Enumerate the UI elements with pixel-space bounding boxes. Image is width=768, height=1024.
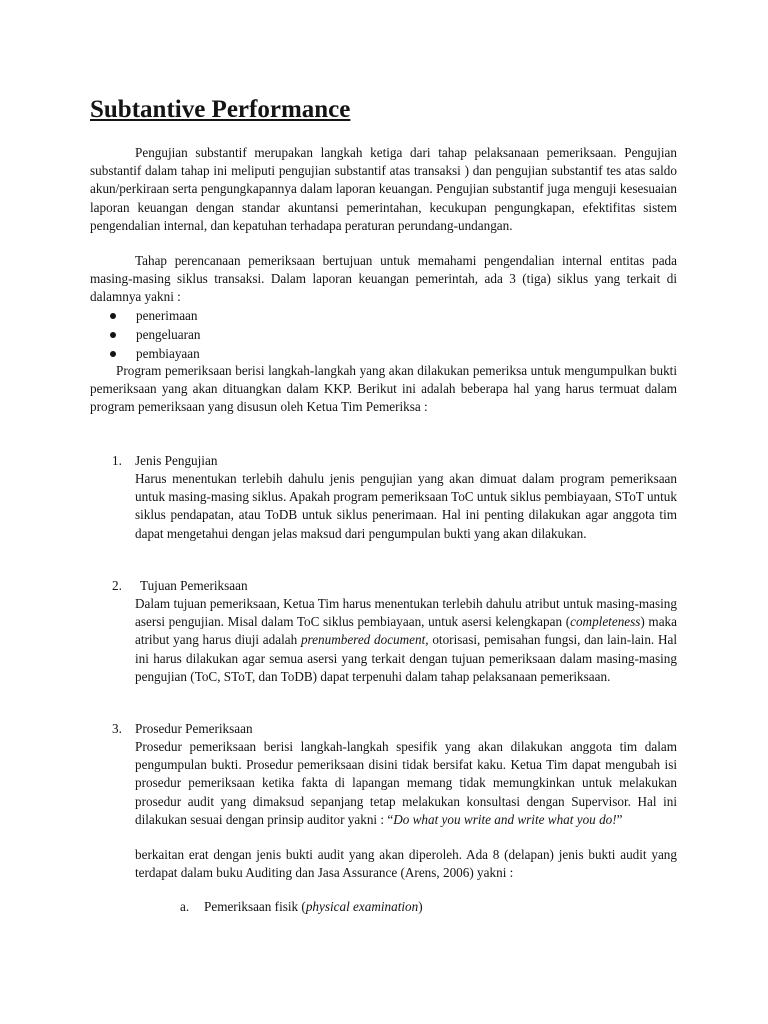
sub-list-item-a: a. Pemeriksaan fisik (physical examination) (180, 899, 423, 914)
item-body-prosedur-pemeriksaan: Prosedur pemeriksaan berisi langkah-langkah spesifik yang akan dilakukan anggota tim dalam pengumpulan bukti. Prosedur pemeriksaan disini tidak bersifat kaku. Ketua Tim dapat mengubah isi prosedur pemeriksaan ketika fakta di lapangan memang tidak memungkinkan untuk melakukan prosedur audit yang dimaksud sepanjang tetap melakukan konsultasi dengan Supervisor. Hal ini dilakukan sesuai dengan prinsip auditor yakni : “Do what you write and write what you do!” (135, 739, 677, 827)
cycle-list (110, 306, 200, 363)
list-item: pengeluaran (110, 325, 200, 344)
paragraph-program (90, 362, 677, 417)
item-heading-tujuan-pemeriksaan: Tujuan Pemeriksaan (140, 578, 248, 593)
paragraph-evidence-types: berkaitan erat dengan jenis bukti audit yang akan diperoleh. Ada 8 (delapan) jenis bukti audit yang terdapat dalam buku Auditing dan Jasa Assurance (Arens, 2006) yakni : (135, 847, 677, 881)
item-body-jenis-pengujian: Harus menentukan terlebih dahulu jenis pengujian yang akan dimuat dalam program pemeriksaan untuk masing-masing siklus. Apakah program pemeriksaan ToC untuk siklus pembiayaan, SToT untuk siklus pendapatan, atau ToDB untuk siklus penerimaan. Hal ini penting dilakukan agar anggota tim dapat mengetahui dengan jelas maksud dari pengumpulan bukti yang akan dilakukan. (135, 471, 677, 541)
item-number: 2. (112, 578, 122, 593)
paragraph-text: Program pemeriksaan berisi langkah-langkah yang akan dilakukan pemeriksa untuk mengumpulkan bukti pemeriksaan yang akan dituangkan dalam KKP. Berikut ini adalah beberapa hal yang harus termuat dalam program pemeriksaan yang disusun oleh Ketua Tim Pemeriksa : (90, 363, 677, 415)
item-number: 3. (112, 721, 122, 736)
item-heading-jenis-pengujian: Jenis Pengujian (135, 453, 218, 468)
list-item: pembiayaan (110, 344, 200, 363)
paragraph-substantive-testing (90, 144, 677, 235)
paragraph-text: Tahap perencanaan pemeriksaan bertujuan untuk memahami pengendalian internal entitas pada masing-masing siklus transaksi. Dalam laporan keuangan pemerintah, ada 3 (tiga) siklus yang terkait di dalamnya yakni : (90, 253, 677, 305)
item-number: 1. (112, 453, 122, 468)
list-item: penerimaan (110, 306, 200, 325)
bullet-icon (110, 351, 116, 357)
item-heading-prosedur-pemeriksaan: Prosedur Pemeriksaan (135, 721, 253, 736)
item-body-tujuan-pemeriksaan: Dalam tujuan pemeriksaan, Ketua Tim harus menentukan terlebih dahulu atribut untuk masing-masing asersi pengujian. Misal dalam ToC siklus pembiayaan, untuk asersi kelengkapan (completeness) maka atribut yang harus diuji adalah prenumbered document, otorisasi, pemisahan fungsi, dan lain-lain. Hal ini harus dilakukan agar semua asersi yang terkait dengan tujuan pemeriksaan dalam masing-masing pengujian (ToC, SToT, dan ToDB) dapat terpenuhi dalam tahap pelaksanaan pemeriksaan. (135, 596, 678, 684)
paragraph-planning (90, 252, 677, 307)
document-title: Subtantive Performance (90, 96, 351, 123)
paragraph-text: Pengujian substantif merupakan langkah ketiga dari tahap pelaksanaan pemeriksaan. Pengujian substantif dalam tahap ini meliputi pengujian substantif atas transaksi ) dan pengujian substantif tes atas saldo akun/perkiraan serta pengungkapannya dalam laporan keuangan. Pengujian substantif juga menguji kesesuaian laporan keuangan dengan standar akuntansi pemerintahan, kecukupan pengungkapan, efektifitas sistem pengendalian internal, dan kepatuhan terhadapa peraturan perundang-undangan. (90, 145, 677, 233)
bullet-icon (110, 313, 116, 319)
bullet-icon (110, 332, 116, 338)
